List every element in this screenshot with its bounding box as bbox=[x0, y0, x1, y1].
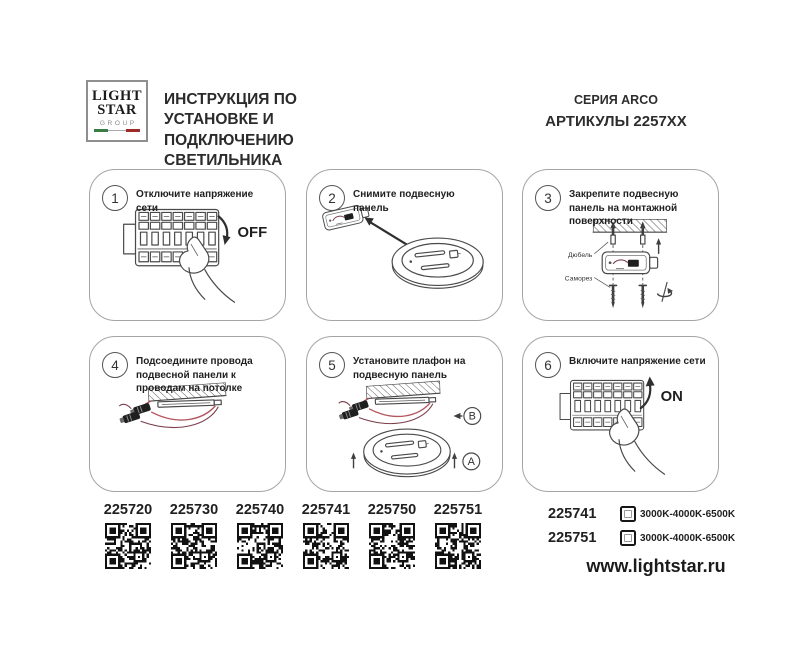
qr-code bbox=[171, 523, 217, 569]
flag-red-segment bbox=[126, 129, 140, 132]
article-code: 225740 bbox=[235, 502, 285, 518]
page-title: ИНСТРУКЦИЯ ПО УСТАНОВКЕ И ПОДКЛЮЧЕНИЮ СВЕТИЛЬНИКА bbox=[164, 91, 297, 170]
panel-light-icon-inner bbox=[624, 510, 632, 518]
color-temperatures: 3000K-4000K-6500K bbox=[640, 532, 736, 544]
step-6-number: 6 bbox=[535, 352, 561, 378]
logo-word-group: GROUP bbox=[99, 119, 137, 127]
logo-word-star: STAR bbox=[97, 101, 137, 118]
qr-code bbox=[369, 523, 415, 569]
article-item bbox=[425, 502, 491, 569]
step-5-title: Установите плафон на подвесную панель bbox=[353, 356, 466, 381]
panel-light-icon-inner bbox=[624, 534, 632, 542]
screw-label: Саморез bbox=[564, 275, 593, 283]
article-code: 225720 bbox=[103, 502, 153, 518]
flag-green-segment bbox=[94, 129, 108, 132]
on-label: ON bbox=[660, 389, 683, 406]
marker-b-label: B bbox=[468, 410, 476, 423]
qr-code bbox=[105, 523, 151, 569]
rotate-screw-icon bbox=[658, 283, 673, 302]
step-2-title: Снимите подвесную панель bbox=[353, 189, 455, 214]
qr-code bbox=[435, 523, 481, 569]
step-2-number: 2 bbox=[319, 185, 345, 211]
step-3-box bbox=[522, 169, 719, 321]
step-4-number: 4 bbox=[102, 352, 128, 378]
marker-a-label: A bbox=[467, 456, 475, 469]
article-item bbox=[161, 502, 227, 569]
step-4-box bbox=[89, 336, 286, 492]
variant-code: 225741 bbox=[548, 506, 597, 522]
step-5-box bbox=[306, 336, 503, 492]
step-2-box bbox=[306, 169, 503, 321]
series-name: СЕРИЯ ARCO bbox=[574, 93, 658, 107]
article-code: 225751 bbox=[433, 502, 483, 518]
panel-light-icon bbox=[620, 530, 636, 546]
flag-line bbox=[108, 130, 126, 131]
step-6-title: Включите напряжение сети bbox=[569, 356, 706, 367]
step-1-box bbox=[89, 169, 286, 321]
article-item bbox=[359, 502, 425, 569]
logo-word-light: LIGHT bbox=[91, 88, 143, 105]
article-codes-row bbox=[95, 502, 493, 569]
lightstar-logo bbox=[86, 80, 148, 142]
article-code: 225741 bbox=[301, 502, 351, 518]
series-block bbox=[521, 93, 711, 130]
color-temperatures: 3000K-4000K-6500K bbox=[640, 508, 736, 520]
step-1-number: 1 bbox=[102, 185, 128, 211]
article-code: 225730 bbox=[169, 502, 219, 518]
article-item bbox=[227, 502, 293, 569]
dowel-label: Дюбель bbox=[567, 251, 593, 259]
step-3-number: 3 bbox=[535, 185, 561, 211]
logo-flag-stripe bbox=[94, 129, 140, 132]
off-label: OFF bbox=[237, 225, 268, 242]
articles-label: АРТИКУЛЫ 2257XX bbox=[545, 113, 687, 130]
panel-light-icon bbox=[620, 506, 636, 522]
step-4-title: Подсоедините провода подвесной панели к проводам на потолке bbox=[136, 356, 253, 394]
article-item bbox=[95, 502, 161, 569]
qr-code bbox=[237, 523, 283, 569]
variant-code: 225751 bbox=[548, 530, 597, 546]
step-3-title: Закрепите подвесную панель на монтажной поверхности bbox=[569, 189, 679, 227]
step-5-number: 5 bbox=[319, 352, 345, 378]
qr-code bbox=[303, 523, 349, 569]
variant-row bbox=[548, 530, 743, 546]
website-url: www.lightstar.ru bbox=[586, 556, 726, 576]
color-variants bbox=[548, 506, 743, 554]
step-6-box bbox=[522, 336, 719, 492]
article-item bbox=[293, 502, 359, 569]
step-1-title: Отключите напряжение сети bbox=[136, 189, 254, 214]
article-code: 225750 bbox=[367, 502, 417, 518]
variant-row bbox=[548, 506, 743, 522]
